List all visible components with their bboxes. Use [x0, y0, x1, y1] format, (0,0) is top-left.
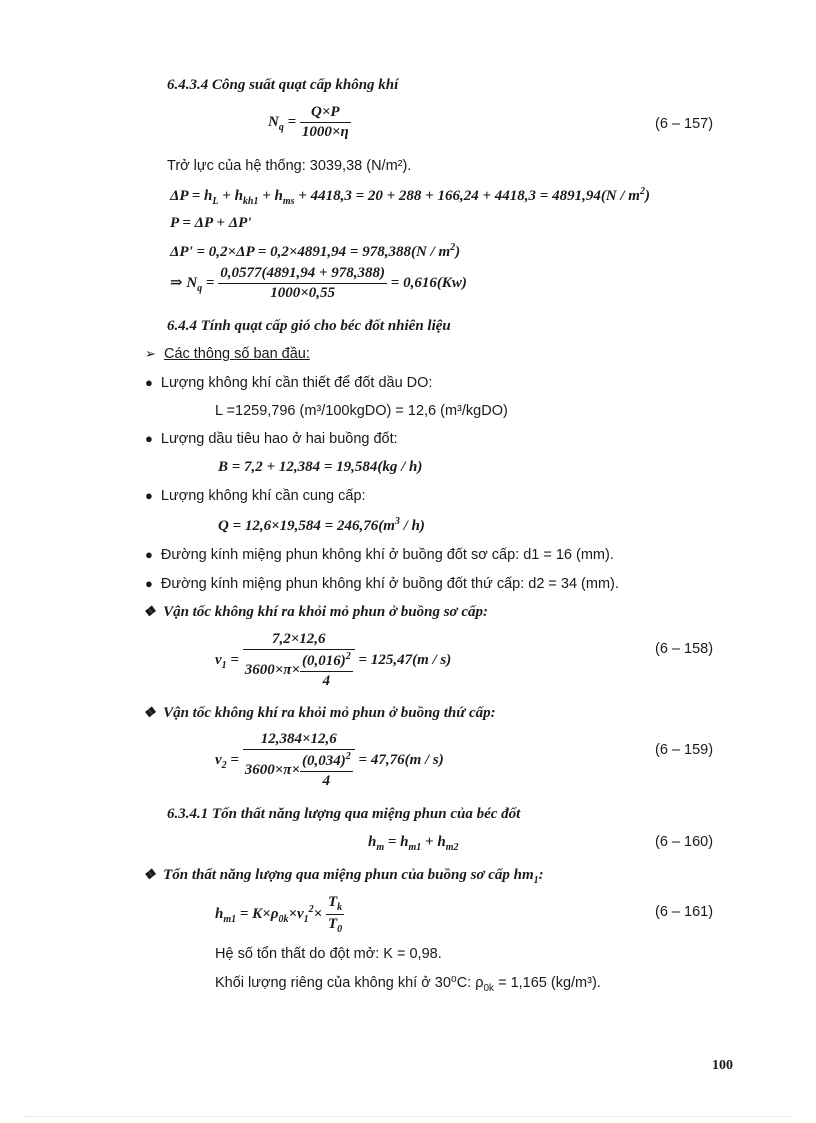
eq159-inner-fraction: $\frac{(0,034)^2}{4}$	[302, 751, 351, 789]
eq158-inner-fraction: $\frac{(0,016)^2}{4}$	[302, 651, 351, 689]
eq157-numerator: Q×P	[300, 104, 351, 123]
rho-text-sub: 0k	[483, 982, 495, 994]
heading-hm1-text: Tổn thất năng lượng qua miệng phun của buồng sơ cấp hm	[163, 867, 534, 883]
eq159-result: = 47,76(m / s)	[354, 751, 444, 768]
eq159-denominator	[243, 750, 355, 790]
eq161-lhs: h	[215, 905, 224, 922]
eq157-denominator: 1000×η	[301, 124, 349, 140]
bullet-dot-icon: ●	[145, 431, 153, 446]
equation-hm1: $h_{m1} = K\times\rho_{0k}\times v_1^2\times$ $\frac{T_k}{T_0}$	[215, 894, 343, 935]
eq161-body: = K×ρ	[236, 905, 279, 922]
eq159-inner-num: (0,034)	[302, 753, 346, 769]
eq-nq-eq: =	[202, 274, 219, 291]
eq157-fraction	[300, 104, 351, 141]
eq160-mid2: + h	[421, 834, 446, 850]
eq-nq-pre: ⇒ N	[170, 274, 198, 291]
initial-params-line	[145, 346, 310, 362]
diamond-bullet-icon: ❖	[143, 605, 156, 620]
eq160-mid: = h	[384, 834, 409, 850]
eq158-den-pre: 3600×π×	[244, 662, 301, 678]
bullet-d1	[145, 547, 614, 563]
eq159-fraction	[243, 731, 355, 790]
bullet-dot-icon: ●	[145, 547, 153, 562]
bullet-4-text: Đường kính miệng phun không khí ở buồng đốt sơ cấp: d1 = 16 (mm).	[160, 547, 614, 563]
bullet-dot-icon: ●	[145, 576, 153, 591]
bullet-3-text: Lượng không khí cần cung cấp:	[160, 488, 366, 504]
bullet-d2	[145, 576, 619, 592]
equation-delta-p-prime: $\Delta P' = 0,2\times\Delta P = 0,2\times 4891,94 = 978,388(N / m^2)$	[170, 242, 461, 260]
footer-dotted-rule	[24, 1116, 792, 1117]
eq-dpp-body: ΔP' = 0,2×ΔP = 0,2×4891,94 = 978,388(N / m	[170, 244, 451, 260]
bullet-dot-icon: ●	[145, 488, 153, 503]
eq159-lhs-sub: 2	[221, 759, 227, 771]
air-density-text	[215, 975, 601, 994]
diamond-bullet-icon: ❖	[143, 706, 156, 721]
eq158-fraction	[243, 631, 355, 690]
eq158-result: = 125,47(m / s)	[354, 651, 452, 668]
eq161-lhs-sub: m1	[223, 913, 237, 925]
heading-hm1	[143, 867, 544, 886]
eq158-inner-den: 4	[322, 673, 331, 689]
bullet-1-text: Lượng không khí cần thiết để đốt dầu DO:	[160, 375, 433, 391]
eq161-frac-num-sub: k	[337, 902, 343, 913]
heading-v1	[143, 604, 488, 621]
eq-q-body: Q = 12,6×19,584 = 246,76(m	[218, 518, 395, 534]
eq-nq-denominator: 1000×0,55	[270, 285, 336, 301]
eq-dp-sub1: L	[212, 196, 219, 207]
section-heading-6-3-4-1: 6.3.4.1 Tổn thất năng lượng qua miệng phun của béc đốt	[167, 806, 521, 822]
section-heading-6-4-3-4: 6.4.3.4 Công suất quạt cấp không khí	[167, 77, 399, 93]
bullet-2-text: Lượng dầu tiêu hao ở hai buồng đốt:	[160, 431, 398, 447]
eq-dp-part3: + h	[258, 188, 283, 204]
bullet-5-text: Đường kính miệng phun không khí ở buồng đốt thứ cấp: d2 = 34 (mm).	[160, 576, 619, 592]
eq159-numerator: 12,384×12,6	[243, 731, 355, 750]
eq161-frac-num: T	[327, 894, 338, 910]
equation-number-159: (6 – 159)	[655, 742, 714, 758]
equation-number-158: (6 – 158)	[655, 641, 714, 657]
eq-dpp-tail: )	[455, 244, 461, 260]
eq-nq-sub: q	[197, 282, 203, 294]
eq158-lhs: v	[215, 651, 222, 668]
eq-dp-sub3: ms	[282, 196, 295, 207]
eq158-numerator: 7,2×12,6	[243, 631, 355, 650]
eq-q-tail: / h)	[399, 518, 425, 534]
eq158-inner-num: (0,016)	[302, 653, 346, 669]
eq161-rho-sub: 0k	[278, 913, 289, 925]
bullet-dot-icon: ●	[145, 375, 153, 390]
heading-v2-text: Vận tốc không khí ra khỏi mỏ phun ở buồng thứ cấp:	[163, 705, 496, 721]
eq-dp-rest: + 4418,3 = 20 + 288 + 166,24 + 4418,3 = 4891,94(N / m	[294, 188, 640, 204]
eq159-inner-den: 4	[322, 773, 331, 789]
eq158-denominator	[243, 650, 355, 690]
eq161-frac-den: T	[327, 916, 338, 932]
equation-number-157: (6 – 157)	[655, 116, 714, 132]
equation-number-161: (6 – 161)	[655, 904, 714, 920]
eq158-lhs-sub: 1	[221, 659, 227, 671]
rho-text-post: = 1,165 (kg/m³).	[494, 975, 601, 991]
equation-fan-power: $N_q$ = $\frac{Q\times P}{1000\times\eta}$	[268, 104, 349, 140]
heading-v1-text: Vận tốc không khí ra khỏi mỏ phun ở buồng sơ cấp:	[163, 604, 488, 620]
equation-p-total: P = ΔP + ΔP'	[170, 215, 252, 231]
eq-dp-part2: + h	[218, 188, 243, 204]
eq160-sub1: m	[376, 842, 385, 853]
equation-q: $Q = 12,6\times 19,584 = 246,76(m^3 / h)$	[218, 516, 425, 534]
rho-text-pre: Khối lượng riêng của không khí ở 30⁰C: ρ	[215, 975, 484, 991]
eq159-lhs: v	[215, 751, 222, 768]
eq157-lhs: N	[268, 113, 279, 130]
eq161-frac-den-sub: 0	[337, 924, 343, 935]
equation-nq-result	[170, 265, 467, 302]
arrow-bullet-icon: ➢	[145, 346, 156, 361]
heading-hm1-sub: 1	[533, 875, 539, 886]
loss-coefficient-text: Hệ số tổn thất do đột mở: K = 0,98.	[215, 946, 442, 962]
initial-params-label: Các thông số ban đầu:	[163, 346, 310, 362]
heading-hm1-tail: :	[538, 867, 544, 883]
eq161-v-sub: 1	[303, 913, 309, 925]
system-resistance-text: Trở lực của hệ thống: 3039,38 (N/m²).	[167, 158, 412, 174]
eq-nq-numerator: 0,0577(4891,94 + 978,388)	[218, 265, 387, 284]
bullet-air-required	[145, 375, 432, 391]
eq-dp-sub2: kh1	[242, 196, 259, 207]
page-number: 100	[712, 1058, 733, 1073]
equation-hm	[368, 834, 458, 853]
eq161-body3: ×	[313, 905, 323, 922]
equation-number-160: (6 – 160)	[655, 834, 714, 850]
eq157-lhs-sub: q	[278, 121, 284, 133]
eq-dp-part1: ΔP = h	[170, 188, 213, 204]
eq-dp-tail: )	[644, 188, 650, 204]
diamond-bullet-icon: ❖	[143, 868, 156, 883]
eq161-fraction	[326, 894, 344, 935]
equation-v1: $v_1$ = 7,2×12,6 3600×π× $\frac{(0,016)^2}{4}$ = 125,47(m / s)	[215, 631, 452, 689]
eq160-sub3: m2	[445, 842, 459, 853]
equation-b: B = 7,2 + 12,384 = 19,584(kg / h)	[218, 459, 423, 475]
eq-nq-fraction	[218, 265, 387, 302]
eq-nq-result: = 0,616(Kw)	[387, 274, 467, 291]
bullet-oil-consumption	[145, 431, 398, 447]
eq160-h: h	[368, 834, 377, 850]
eq160-sub2: m1	[408, 842, 422, 853]
equation-delta-p: $\Delta P = h_L + h_{kh1} + h_{ms} + 4418,3 = 20 + 288 + 166,24 + 4418,3 = 4891,94(N / m^2)$	[170, 186, 650, 207]
eq159-den-pre: 3600×π×	[244, 762, 301, 778]
eq161-body2: ×v	[288, 905, 304, 922]
bullet-air-supply	[145, 488, 366, 504]
equation-v2: $v_2$ = 12,384×12,6 3600×π× $\frac{(0,034)^2}{4}$ = 47,76(m / s)	[215, 731, 444, 789]
section-heading-6-4-4: 6.4.4 Tính quạt cấp gió cho béc đốt nhiên liệu	[167, 318, 451, 334]
heading-v2	[143, 705, 496, 722]
air-required-value: L =1259,796 (m³/100kgDO) = 12,6 (m³/kgDO)	[215, 403, 508, 419]
